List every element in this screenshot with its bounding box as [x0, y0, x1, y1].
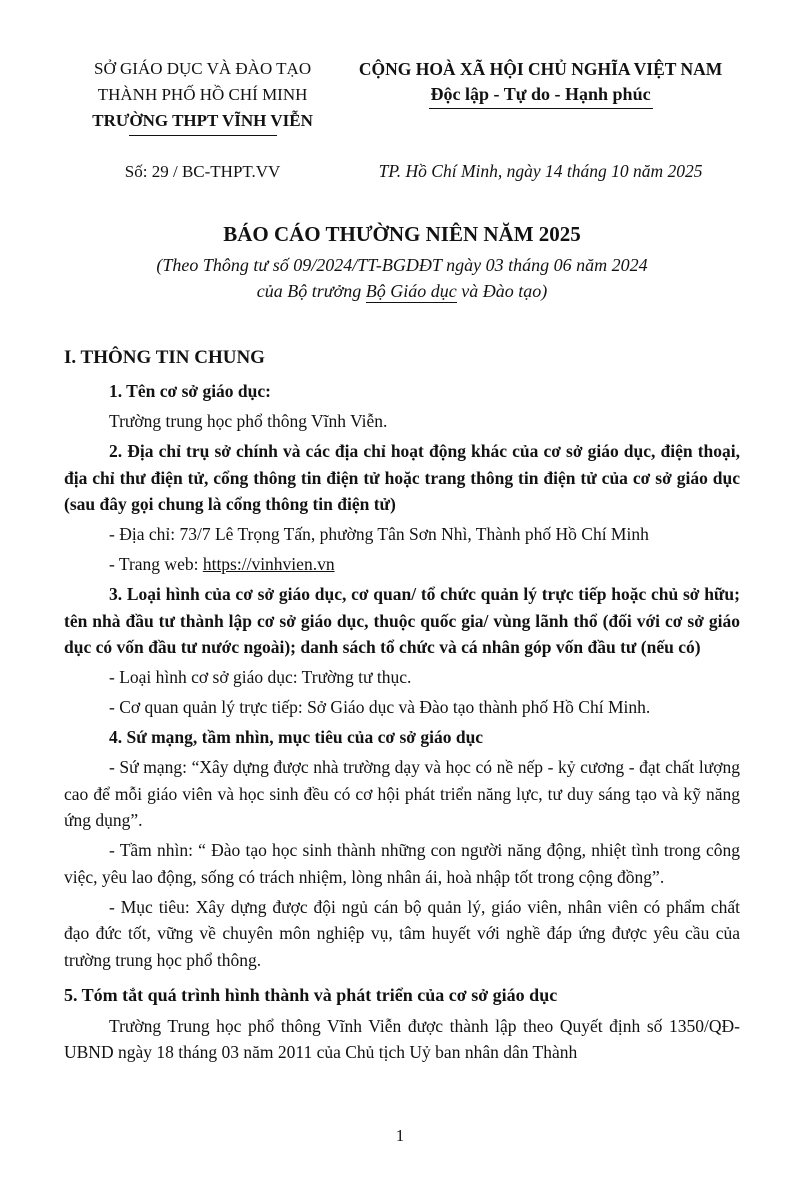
- org-name-underline: [129, 134, 277, 136]
- item-5-heading: 5. Tóm tắt quá trình hình thành và phát triển của cơ sở giáo dục: [64, 985, 558, 1005]
- document-meta-row: [64, 158, 740, 185]
- org-line-1: SỞ GIÁO DỤC VÀ ĐÀO TẠO: [94, 59, 312, 78]
- item-2-website-line: [64, 551, 740, 578]
- item-1-text: Trường trung học phổ thông Vĩnh Viễn.: [109, 411, 388, 431]
- motto-wrap: [341, 84, 740, 109]
- doc-number-cell: [64, 158, 341, 185]
- website-link[interactable]: https://vinhvien.vn: [202, 554, 335, 574]
- page-number: 1: [395, 1126, 405, 1145]
- issuing-org-block: [64, 56, 341, 136]
- item-2-heading: 2. Địa chỉ trụ sở chính và các địa chỉ hoạt động khác của cơ sở giáo dục, điện thoại, địa chỉ thư điện tử, cổng thông tin điện tử hoặc trang thông tin điện tử của cơ sở giáo dục (sau đây gọi chung là cổng thông tin điện tử): [64, 441, 740, 514]
- item-4-objective: - Mục tiêu: Xây dựng được đội ngủ cán bộ quản lý, giáo viên, nhân viên có phẩm chất đạo đức tốt, vững về chuyên môn nghiệp vụ, tâm huyết với nghề đáp ứng được yêu cầu của trường trung học phổ thông.: [64, 896, 740, 970]
- org-line-2: THÀNH PHỐ HỒ CHÍ MINH: [97, 85, 308, 104]
- subtitle-underlined-phrase: Bộ Giáo dục: [365, 281, 457, 301]
- item-2-address: - Địa chỉ: 73/7 Lê Trọng Tấn, phường Tân Sơn Nhì, Thành phố Hồ Chí Minh: [109, 524, 649, 544]
- section-i-heading: I. THÔNG TIN CHUNG: [64, 347, 265, 368]
- item-5-text: Trường Trung học phổ thông Vĩnh Viễn được thành lập theo Quyết định số 1350/QĐ-UBND ngày 18 tháng 03 năm 2011 của Chủ tịch Uỷ ban nhân dân Thành: [64, 1015, 740, 1062]
- national-header-block: [341, 56, 740, 136]
- item-1-heading: 1. Tên cơ sở giáo dục:: [109, 381, 271, 401]
- document-title: BÁO CÁO THƯỜNG NIÊN NĂM 2025: [223, 222, 581, 246]
- document-subtitle: [64, 252, 740, 304]
- item-3-heading: 3. Loại hình của cơ sở giáo dục, cơ quan/ tổ chức quản lý trực tiếp hoặc chủ sở hữu; tên nhà đầu tư thành lập cơ sở giáo dục, thuộc quốc gia/ vùng lãnh thổ (đối với cơ sở giáo dục có vốn đầu tư nước ngoài); danh sách tổ chức và cá nhân góp vốn đầu tư (nếu có): [64, 584, 740, 657]
- document-number: Số: 29 / BC-THPT.VV: [124, 162, 281, 181]
- title-block: [64, 219, 740, 304]
- item-4-vision: - Tầm nhìn: “ Đào tạo học sinh thành những con người năng động, nhiệt tình trong công việc, yêu lao động, sống có trách nhiệm, lòng nhân ái, hoà nhập tốt trong cộng đồng”.: [64, 840, 740, 887]
- subtitle-line-1: (Theo Thông tư số 09/2024/TT-BGDĐT ngày 03 tháng 06 năm 2024: [156, 255, 648, 275]
- country-title: CỘNG HOÀ XÃ HỘI CHỦ NGHĨA VIỆT NAM: [358, 59, 723, 79]
- org-name: TRƯỜNG THPT VĨNH VIỄN: [92, 111, 313, 130]
- subtitle-line-2-prefix: của Bộ trưởng: [256, 281, 366, 301]
- date-cell: [341, 158, 740, 185]
- item-4-heading: 4. Sứ mạng, tầm nhìn, mục tiêu của cơ sở giáo dục: [109, 727, 484, 747]
- item-4-mission: - Sứ mạng: “Xây dựng được nhà trường dạy và học có nề nếp - kỷ cương - đạt chất lượng cao để mỗi giáo viên và học sinh đều có cơ hội phát triển năng lực, tư duy sáng tạo và kỹ năng ứng dụng”.: [64, 757, 740, 830]
- subtitle-line-2: [64, 278, 740, 304]
- item-3-agency: - Cơ quan quản lý trực tiếp: Sở Giáo dục và Đào tạo thành phố Hồ Chí Minh.: [109, 697, 651, 717]
- national-motto: Độc lập - Tự do - Hạnh phúc: [429, 84, 653, 109]
- website-label: - Trang web:: [109, 554, 203, 574]
- document-header: [64, 56, 740, 136]
- document-body: [64, 344, 740, 1066]
- subtitle-line-2-suffix: và Đào tạo): [456, 281, 548, 301]
- place-date-line: TP. Hồ Chí Minh, ngày 14 tháng 10 năm 2025: [378, 161, 703, 181]
- item-3-type: - Loại hình cơ sở giáo dục: Trường tư thục.: [109, 667, 412, 687]
